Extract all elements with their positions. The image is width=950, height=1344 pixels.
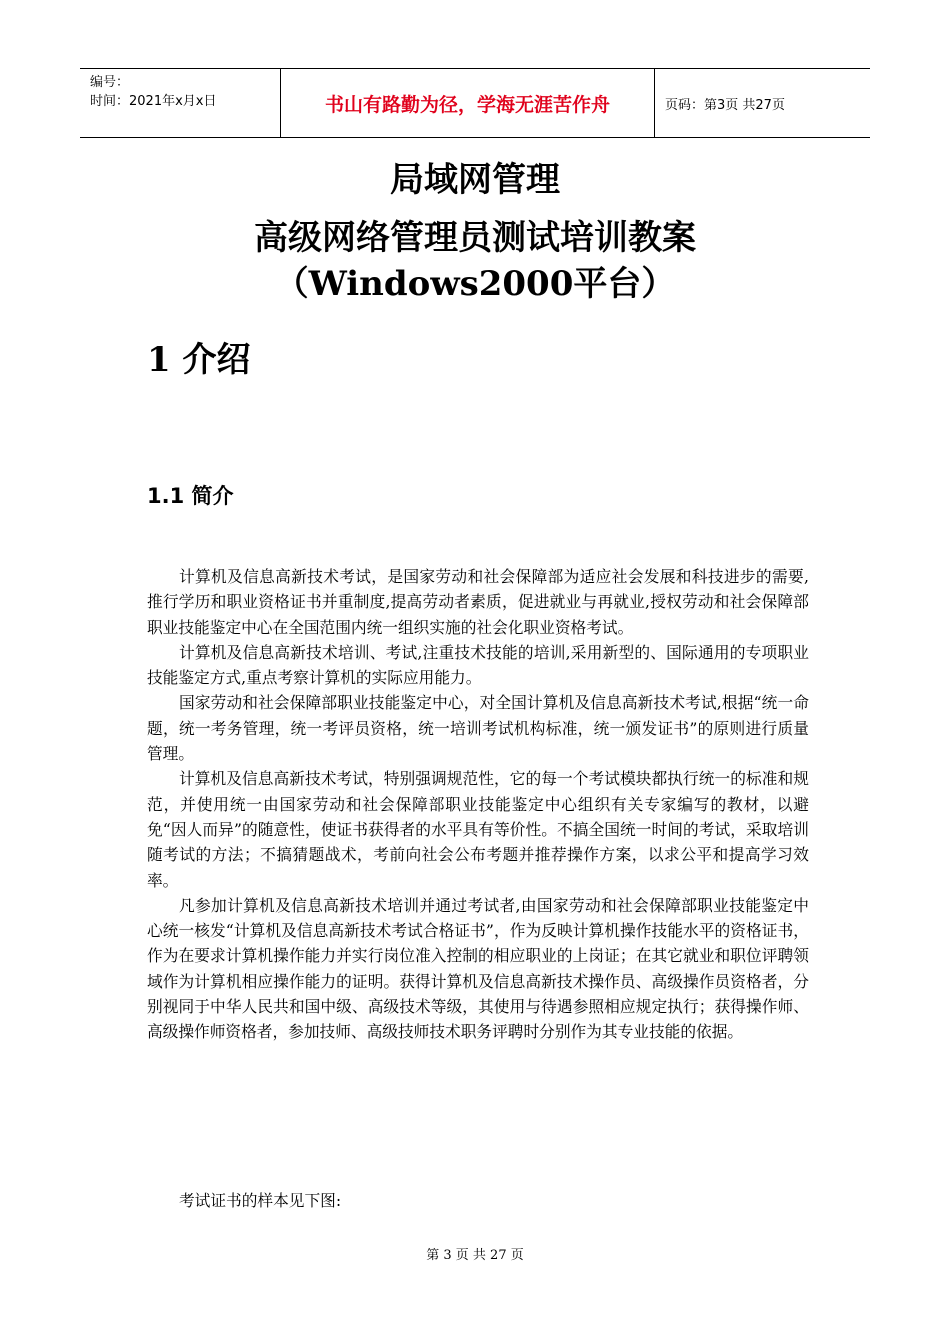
section-heading-1: 1 介绍	[147, 340, 251, 380]
paragraph: 计算机及信息高新技术培训、考试,注重技术技能的培训,采用新型的、国际通用的专项职业技能鉴定方式,重点考察计算机的实际应用能力。	[147, 642, 809, 688]
title-line-3: （Windows2000平台）	[274, 264, 676, 304]
body-text	[147, 564, 809, 1045]
paragraph: 计算机及信息高新技术考试，是国家劳动和社会保障部为适应社会发展和科技进步的需要,推行学历和职业资格证书并重制度,提高劳动者素质，促进就业与再就业,授权劳动和社会保障部职业技能鉴定中心在全国范围内统一组织实施的社会化职业资格考试。	[147, 567, 809, 637]
header-left-cell	[80, 69, 281, 137]
time-label: 时间：2021年x月x日	[90, 94, 217, 109]
header-page-info: 页码：第3页 共27页	[665, 97, 785, 113]
paragraph: 凡参加计算机及信息高新技术培训并通过考试者,由国家劳动和社会保障部职业技能鉴定中心统一核发“计算机及信息高新技术考试合格证书”，作为反映计算机操作技能水平的资格证书，作为在要求计算机操作能力并实行岗位准入控制的相应职业的上岗证；在其它就业和职位评聘领域作为计算机相应操作能力的证明。获得计算机及信息高新技术操作员、高级操作员资格者，分别视同于中华人民共和国中级、高级技术等级，其使用与待遇参照相应规定执行；获得操作师、高级操作师资格者，参加技师、高级技师技术职务评聘时分别作为其专业技能的依据。	[147, 895, 809, 1042]
page-header	[80, 68, 870, 138]
paragraph: 计算机及信息高新技术考试，特别强调规范性，它的每一个考试模块都执行统一的标准和规范，并使用统一由国家劳动和社会保障部职业技能鉴定中心组织有关专家编写的教材，以避免“因人而异”的随意性，使证书获得者的水平具有等价性。不搞全国统一时间的考试，采取培训随考试的方法；不搞猜题战术，考前向社会公布考题并推荐操作方案，以求公平和提高学习效率。	[147, 769, 809, 890]
title-line-2: 高级网络管理员测试培训教案	[254, 218, 696, 258]
certificate-note: 考试证书的样本见下图:	[179, 1191, 342, 1210]
page-footer: 第 3 页 共 27 页	[426, 1248, 524, 1263]
header-motto: 书山有路勤为径，学海无涯苦作舟	[281, 69, 655, 137]
section-heading-1-1: 1.1 简介	[147, 484, 234, 508]
title-line-1: 局域网管理	[390, 160, 560, 200]
paragraph: 国家劳动和社会保障部职业技能鉴定中心，对全国计算机及信息高新技术考试,根据“统一命题，统一考务管理，统一考评员资格，统一培训考试机构标准，统一颁发证书”的原则进行质量管理。	[147, 693, 809, 764]
number-label: 编号：	[90, 75, 130, 90]
